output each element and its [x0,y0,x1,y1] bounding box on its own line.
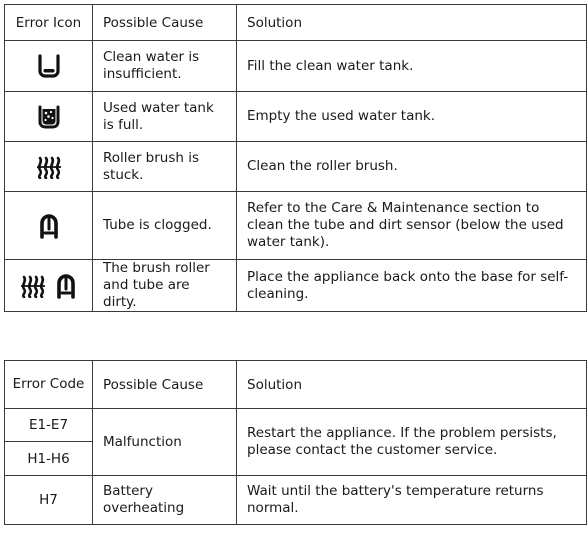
solution-text: Empty the used water tank. [247,108,436,124]
header-possible-cause: Possible Cause [93,361,237,409]
icon-cell [5,41,93,92]
roller-brush-icon [20,274,46,298]
tube-icon [55,273,77,299]
solution-text: Fill the clean water tank. [247,57,414,74]
cause-text: The brush roller and tube are dirty. [103,260,210,310]
table-row [5,409,587,442]
icon-cell [5,192,93,260]
header-possible-cause: Possible Cause [93,5,237,41]
error-code-cell: H1-H6 [5,442,93,476]
cause-text: Roller brush is stuck. [103,149,200,183]
cause-text: Clean water is insufficient. [103,49,200,82]
error-code-cell: E1-E7 [5,409,93,442]
table-row [5,41,587,92]
table-row [5,142,587,192]
table-row [5,192,587,260]
used-water-tank-icon [37,105,61,129]
table-header-row [5,5,587,41]
tube-icon [38,213,60,239]
table-row [5,476,587,525]
header-solution: Solution [237,361,587,409]
icon-cell [5,142,93,192]
cause-text: Battery overheating [103,483,185,516]
table-row [5,92,587,142]
error-code-table [4,360,587,525]
cause-text: Used water tank is full. [103,99,214,133]
header-solution: Solution [237,5,587,41]
solution-text: Place the appliance back onto the base for self-cleaning. [247,268,569,302]
error-icon-table [4,4,587,312]
table-header-row [5,361,587,409]
clean-water-tank-icon [37,54,61,78]
icon-cell [5,260,93,312]
solution-text: Clean the roller brush. [247,158,398,174]
header-error-icon: Error Icon [5,5,93,41]
icon-cell [5,92,93,142]
solution-text: Refer to the Care & Maintenance section to clean the tube and dirt sensor (below the used water tank). [247,200,564,250]
error-code-cell: H7 [5,476,93,525]
table-row [5,260,587,312]
solution-text: Restart the appliance. If the problem persists, please contact the customer service. [247,425,557,458]
roller-brush-icon [36,155,62,179]
header-error-code: Error Code [5,361,93,409]
cause-text: Tube is clogged. [103,217,212,233]
cause-text: Malfunction [103,433,182,450]
solution-text: Wait until the battery's temperature returns normal. [247,483,544,516]
